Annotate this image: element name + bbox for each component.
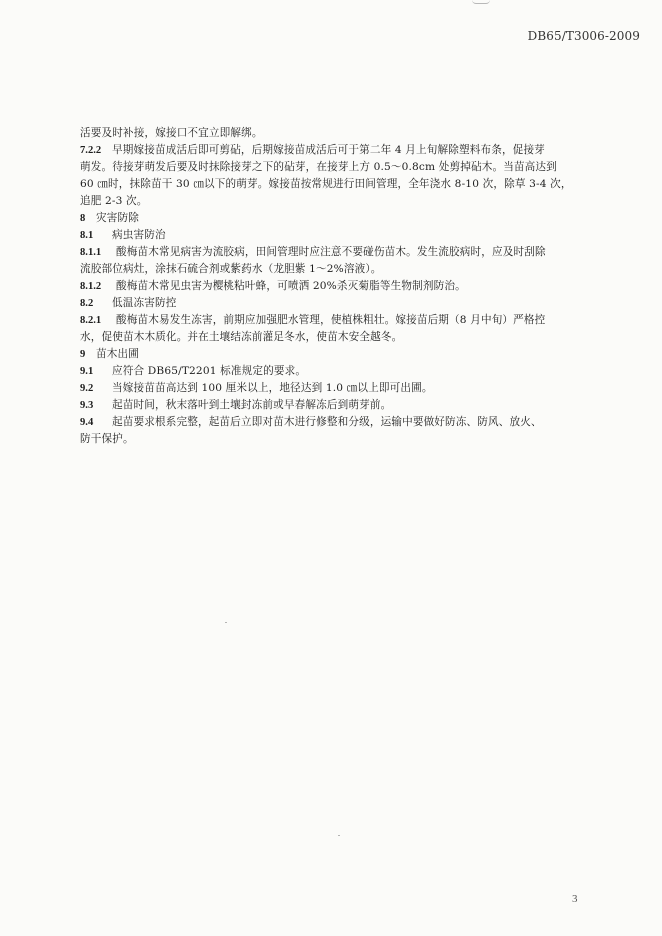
section-number: 9 xyxy=(80,349,86,360)
line-text: 追肥 2-3 次。 xyxy=(80,195,148,207)
clause-number: 9.3 xyxy=(80,400,94,411)
paragraph-line xyxy=(80,176,606,193)
clause-text: 酸梅苗木易发生冻害，前期应加强肥水管理，使植株粗壮。嫁接苗后期（8 月中旬）严格控 xyxy=(116,314,546,326)
clause-text: 早期嫁接苗成活后即可剪砧，后期嫁接苗成活后可于第二年 4 月上旬解除塑料布条，促接芽 xyxy=(112,144,545,156)
subsection-heading-8-2 xyxy=(80,295,606,312)
section-number: 8 xyxy=(80,213,86,224)
paragraph-line xyxy=(80,431,606,448)
subsection-number: 8.1 xyxy=(80,230,94,241)
standard-code: DB65/T3006-2009 xyxy=(527,29,640,43)
clause-8-2-1 xyxy=(80,312,606,329)
line-text: 活要及时补接，嫁接口不宜立即解绑。 xyxy=(80,127,263,139)
clause-9-3 xyxy=(80,397,606,414)
page-number: 3 xyxy=(572,893,578,905)
line-text: 流胶部位病灶，涂抹石硫合剂或紫药水（龙胆紫 1～2%溶液）。 xyxy=(80,263,382,275)
subsection-title: 低温冻害防控 xyxy=(112,297,177,309)
clause-7-2-2 xyxy=(80,142,606,159)
clause-text: 酸梅苗木常见病害为流胶病，田间管理时应注意不要碰伤苗木。发生流胶病时，应及时刮除 xyxy=(116,246,546,258)
section-heading-8 xyxy=(80,210,606,227)
paragraph-line xyxy=(80,261,606,278)
paragraph-line xyxy=(80,125,606,142)
clause-8-1-2 xyxy=(80,278,606,295)
subsection-number: 8.2 xyxy=(80,298,94,309)
line-text: 水，促使苗木木质化。并在土壤结冻前灌足冬水，使苗木安全越冬。 xyxy=(80,331,403,343)
line-text: 防干保护。 xyxy=(80,433,134,445)
clause-number: 9.2 xyxy=(80,383,94,394)
clause-text: 酸梅苗木常见虫害为樱桃粘叶蜂，可喷洒 20%杀灭菊脂等生物制剂防治。 xyxy=(116,280,466,292)
scan-speck xyxy=(338,835,340,836)
clause-9-4 xyxy=(80,414,606,431)
clause-text: 当嫁接苗苗高达到 100 厘米以上，地径达到 1.0 ㎝以上即可出圃。 xyxy=(112,382,433,394)
clause-text: 起苗要求根系完整，起苗后立即对苗木进行修整和分级，运输中要做好防冻、防风、放火、 xyxy=(112,416,542,428)
clause-9-1 xyxy=(80,363,606,380)
clause-number: 8.2.1 xyxy=(80,315,102,326)
clause-number: 7.2.2 xyxy=(80,145,102,156)
clause-number: 9.4 xyxy=(80,417,94,428)
document-body xyxy=(80,125,606,448)
clause-number: 9.1 xyxy=(80,366,94,377)
section-title: 灾害防除 xyxy=(96,212,139,224)
section-title: 苗木出圃 xyxy=(96,348,139,360)
line-text: 60 ㎝时，抹除苗干 30 ㎝以下的萌芽。嫁接苗按常规进行田间管理，全年浇水 8-10 次，除草 3-4 次， xyxy=(80,178,572,190)
paragraph-line xyxy=(80,329,606,346)
paragraph-line xyxy=(80,159,606,176)
clause-8-1-1 xyxy=(80,244,606,261)
clause-9-2 xyxy=(80,380,606,397)
binding-mark xyxy=(472,0,490,4)
clause-text: 起苗时间，秋末落叶到土壤封冻前或早春解冻后到萌芽前。 xyxy=(112,399,392,411)
clause-text: 应符合 DB65/T2201 标准规定的要求。 xyxy=(112,365,307,377)
line-text: 萌发。待接芽萌发后要及时抹除接芽之下的砧芽，在接芽上方 0.5～0.8cm 处剪掉砧木。当苗高达到 xyxy=(80,161,557,173)
clause-number: 8.1.1 xyxy=(80,247,102,258)
subsection-heading-8-1 xyxy=(80,227,606,244)
subsection-title: 病虫害防治 xyxy=(112,229,166,241)
paragraph-line xyxy=(80,193,606,210)
clause-number: 8.1.2 xyxy=(80,281,102,292)
section-heading-9 xyxy=(80,346,606,363)
scan-speck xyxy=(225,622,227,623)
